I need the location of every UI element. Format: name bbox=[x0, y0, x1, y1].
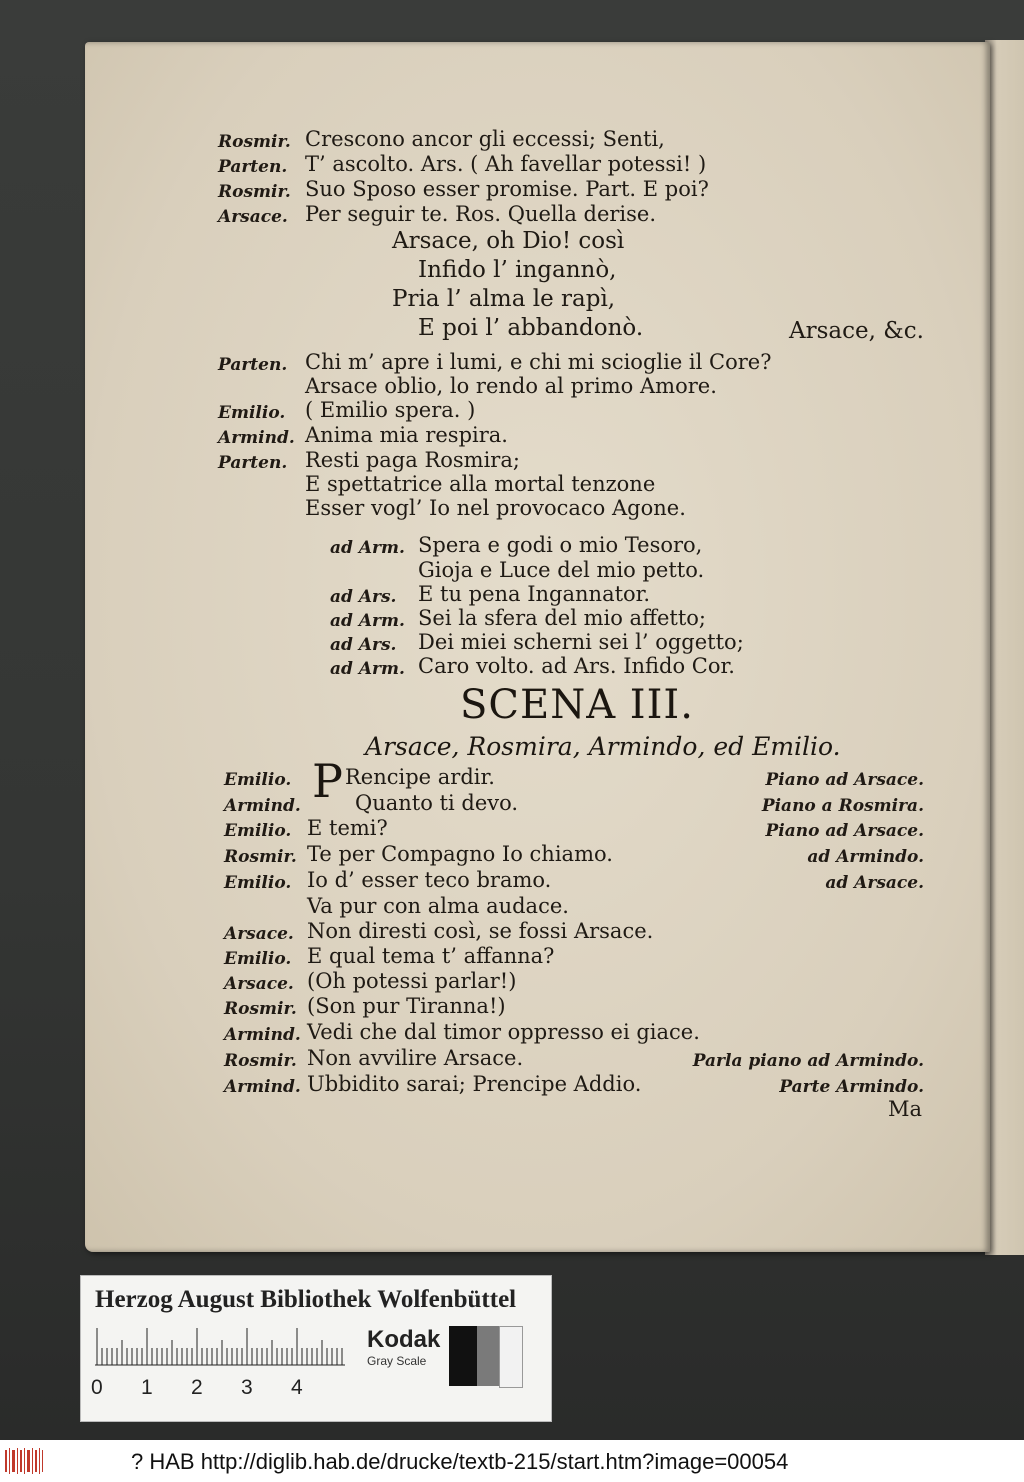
catchword: Ma bbox=[888, 1097, 923, 1121]
verse-line: Anima mia respira. bbox=[305, 423, 508, 447]
verse-line: Vedi che dal timor oppresso ei giace. bbox=[307, 1020, 700, 1044]
aria-line: Spera e godi o mio Tesoro, bbox=[418, 533, 703, 557]
verse-line: Io d’ esser teco bramo. bbox=[307, 868, 552, 892]
aria-line: Pria l’ alma le rapì, bbox=[392, 286, 616, 312]
verse-line: Crescono ancor gli eccessi; Senti, bbox=[305, 127, 665, 151]
gray-swatch-black bbox=[449, 1326, 477, 1386]
facing-page-edge bbox=[985, 40, 1024, 1255]
gray-swatch-mid bbox=[477, 1326, 499, 1386]
speaker-label: Armind. bbox=[218, 428, 295, 448]
verse-line: T’ ascolto. Ars. ( Ah favellar potessi! ) bbox=[305, 152, 707, 176]
stage-direction: Parla piano ad Armindo. bbox=[692, 1051, 924, 1071]
verse-line: Non diresti così, se fossi Arsace. bbox=[307, 919, 654, 943]
verse-line: Rencipe ardir. bbox=[345, 765, 495, 789]
speaker-label: Parten. bbox=[218, 355, 288, 375]
verse-line: Quanto ti devo. bbox=[355, 791, 519, 815]
verse-line: (Son pur Tiranna!) bbox=[307, 994, 506, 1018]
verse-line: Non avvilire Arsace. bbox=[307, 1046, 524, 1070]
speaker-label: Rosmir. bbox=[224, 1051, 297, 1071]
speaker-label: Rosmir. bbox=[218, 132, 291, 152]
speaker-label: Armind. bbox=[224, 1025, 301, 1045]
speaker-label: Emilio. bbox=[224, 873, 292, 893]
aria-line: Dei miei scherni sei l’ oggetto; bbox=[418, 630, 744, 654]
verse-line: E temi? bbox=[307, 816, 388, 840]
verse-line: E qual tema t’ affanna? bbox=[307, 944, 555, 968]
drop-capital: P bbox=[312, 754, 343, 808]
gray-swatch-white bbox=[499, 1326, 523, 1388]
color-card bbox=[80, 1275, 552, 1422]
verse-line: E spettatrice alla mortal tenzone bbox=[305, 472, 656, 496]
stage-cue: ad Arm. bbox=[330, 659, 405, 679]
stage-direction: Parte Armindo. bbox=[779, 1077, 924, 1097]
stage-direction: Piano ad Arsace. bbox=[765, 770, 924, 790]
barcode-icon bbox=[4, 1446, 44, 1476]
verse-line: Ubbidito sarai; Prencipe Addio. bbox=[307, 1072, 642, 1096]
stage-direction: Piano ad Arsace. bbox=[765, 821, 924, 841]
ruler-number: 0 bbox=[91, 1376, 103, 1399]
aria-line: Gioja e Luce del mio petto. bbox=[418, 558, 705, 582]
ruler-number: 2 bbox=[191, 1376, 203, 1399]
ruler-number: 3 bbox=[241, 1376, 253, 1399]
kodak-label: Kodak bbox=[367, 1326, 441, 1353]
stage-direction: ad Armindo. bbox=[807, 847, 924, 867]
speaker-label: Parten. bbox=[218, 157, 288, 177]
speaker-label: Emilio. bbox=[224, 821, 292, 841]
verse-line: Resti paga Rosmira; bbox=[305, 448, 520, 472]
footer-url[interactable]: ? HAB http://diglib.hab.de/drucke/textb-215/start.htm?image=00054 bbox=[131, 1449, 789, 1474]
verse-line: (Oh potessi parlar!) bbox=[307, 969, 517, 993]
verse-line: Suo Sposo esser promise. Part. E poi? bbox=[305, 177, 709, 201]
library-name: Herzog August Bibliothek Wolfenbüttel bbox=[95, 1286, 517, 1313]
speaker-label: Armind. bbox=[224, 1077, 301, 1097]
speaker-label: Armind. bbox=[224, 796, 301, 816]
speaker-label: Emilio. bbox=[218, 403, 286, 423]
aria-line: Sei la sfera del mio affetto; bbox=[418, 606, 707, 630]
aria-line: Infido l’ ingannò, bbox=[418, 257, 617, 283]
verse-line: Per seguir te. Ros. Quella derise. bbox=[305, 202, 657, 226]
stage-cue: ad Arm. bbox=[330, 611, 405, 631]
aria-line: E tu pena Ingannator. bbox=[418, 582, 651, 606]
speaker-label: Rosmir. bbox=[218, 182, 291, 202]
verse-line: ( Emilio spera. ) bbox=[305, 398, 476, 422]
ruler-number: 1 bbox=[141, 1376, 153, 1399]
speaker-label: Rosmir. bbox=[224, 847, 297, 867]
verse-line: Va pur con alma audace. bbox=[307, 894, 569, 918]
stage-direction: Piano a Rosmira. bbox=[761, 796, 924, 816]
aria-line: Caro volto. ad Ars. Infido Cor. bbox=[418, 654, 735, 678]
stage-cue: ad Ars. bbox=[330, 587, 397, 607]
verse-line: Esser vogl’ Io nel provocaco Agone. bbox=[305, 496, 686, 520]
stage-direction: ad Arsace. bbox=[825, 873, 924, 893]
aria-line: Arsace, oh Dio! così bbox=[392, 228, 625, 254]
aria-line: E poi l’ abbandonò. bbox=[418, 315, 644, 341]
speaker-label: Arsace. bbox=[224, 974, 294, 994]
verse-line: Te per Compagno Io chiamo. bbox=[307, 842, 613, 866]
speaker-label: Rosmir. bbox=[224, 999, 297, 1019]
ruler-scale bbox=[95, 1328, 345, 1366]
ruler-numbers bbox=[91, 1376, 351, 1400]
stage-cue: ad Ars. bbox=[330, 635, 397, 655]
speaker-label: Parten. bbox=[218, 453, 288, 473]
scene-title: SCENA III. bbox=[460, 682, 694, 728]
speaker-label: Arsace. bbox=[218, 207, 288, 227]
speaker-label: Emilio. bbox=[224, 770, 292, 790]
ruler-number: 4 bbox=[291, 1376, 303, 1399]
verse-line: Arsace oblio, lo rendo al primo Amore. bbox=[305, 374, 717, 398]
refrain-cue: Arsace, &c. bbox=[789, 318, 924, 344]
speaker-label: Arsace. bbox=[224, 924, 294, 944]
stage-cue: ad Arm. bbox=[330, 538, 405, 558]
speaker-label: Emilio. bbox=[224, 949, 292, 969]
verse-line: Chi m’ apre i lumi, e chi mi scioglie il Core? bbox=[305, 350, 772, 374]
scene-characters: Arsace, Rosmira, Armindo, ed Emilio. bbox=[365, 732, 841, 761]
kodak-sub-label: Gray Scale bbox=[367, 1354, 427, 1368]
